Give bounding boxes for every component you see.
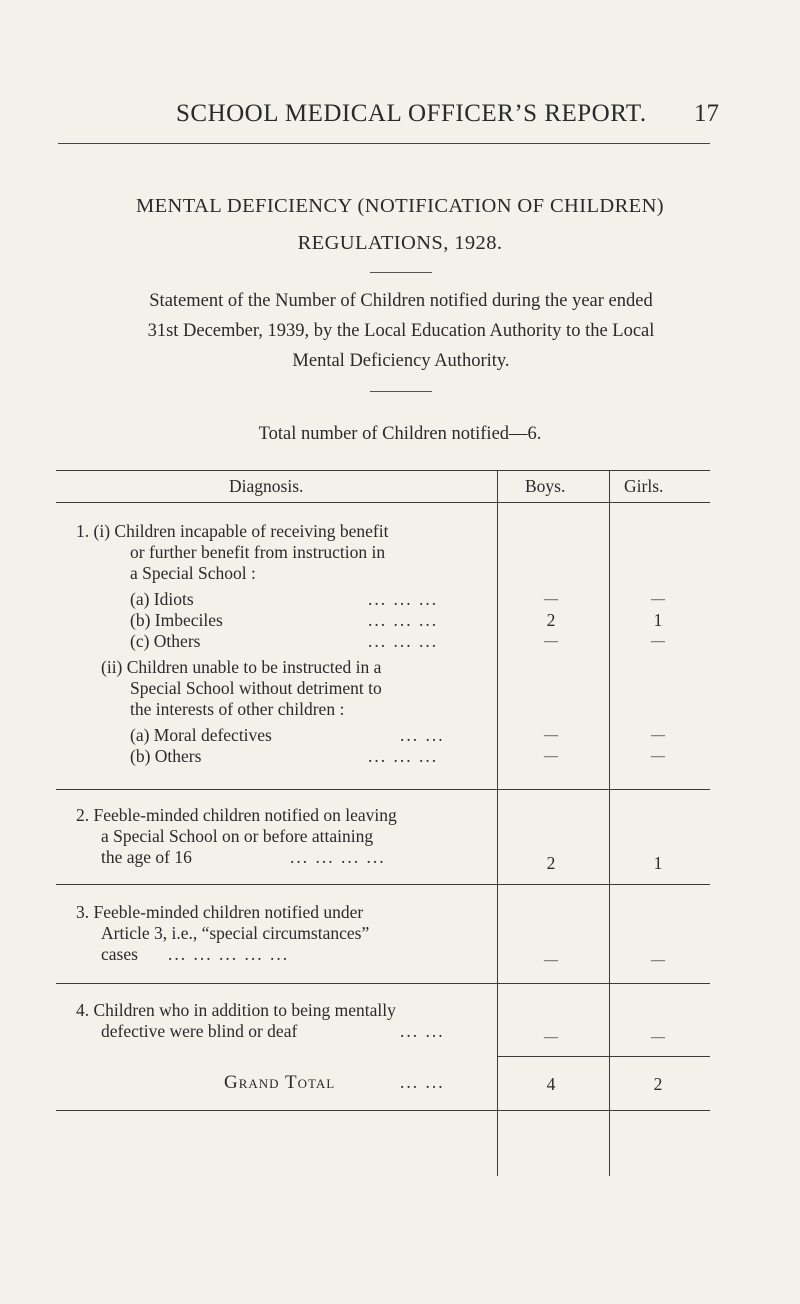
statement-line-3: Mental Deficiency Authority. — [292, 351, 510, 371]
section-3-line: 3. Feeble-minded children notified under — [76, 902, 364, 922]
statement-line-2: 31st December, 1939, by the Local Education Authority to the Local — [147, 321, 655, 341]
column-divider-girls — [609, 470, 610, 1176]
header-boys: Boys. — [525, 476, 566, 496]
page-number: 17 — [694, 100, 719, 127]
row-leader: ... ... — [400, 1072, 445, 1092]
cell-girls-section-2: 1 — [653, 853, 663, 873]
cell-girls-imbeciles: 1 — [653, 610, 663, 630]
running-head — [0, 100, 800, 134]
heading-line-1: MENTAL DEFICIENCY (NOTIFICATION OF CHILDREN) — [135, 195, 665, 217]
section-2-line: a Special School on or before attaining — [101, 826, 374, 846]
section-1-ii-line: (ii) Children unable to be instructed in a — [101, 657, 382, 677]
row-rule — [56, 789, 710, 790]
row-leader: ... ... ... ... — [290, 847, 386, 867]
header-girls: Girls. — [624, 476, 664, 496]
cell-boys-imbeciles: 2 — [546, 610, 556, 630]
section-2-line: 2. Feeble-minded children notified on leaving — [76, 805, 397, 825]
row-leader: ... ... — [400, 1021, 445, 1041]
row-label-imbeciles: (b) Imbeciles — [130, 610, 223, 630]
cell-boys-section-4: — — [544, 1030, 558, 1045]
column-divider-boys — [497, 470, 498, 1176]
row-leader: ... ... ... — [368, 610, 439, 630]
cell-girls-others: — — [651, 634, 665, 649]
row-leader: ... ... ... — [368, 631, 439, 651]
row-label-moral-defectives: (a) Moral defectives — [130, 725, 272, 745]
section-divider — [370, 272, 432, 273]
section-1-line: or further benefit from instruction in — [130, 542, 386, 562]
row-label-others: (c) Others — [130, 631, 201, 651]
row-label-idiots: (a) Idiots — [130, 589, 194, 609]
cell-boys-section-3: — — [544, 953, 558, 968]
section-1-ii-line: Special School without detriment to — [130, 678, 382, 698]
table-bottom-rule — [56, 1110, 710, 1111]
row-rule — [56, 983, 710, 984]
header-diagnosis: Diagnosis. — [229, 476, 304, 496]
row-rule — [56, 884, 710, 885]
cell-boys-moral-defectives: — — [544, 728, 558, 743]
row-leader: ... ... ... ... ... — [168, 944, 290, 964]
section-1-ii-line: the interests of other children : — [130, 699, 345, 719]
cell-girls-grand-total: 2 — [653, 1074, 663, 1094]
cell-girls-idiots: — — [651, 592, 665, 607]
section-4-line: 4. Children who in addition to being mentally — [76, 1000, 396, 1020]
row-leader: ... ... ... — [368, 589, 439, 609]
heading-line-2: REGULATIONS, 1928. — [297, 232, 503, 254]
cell-boys-others-ii: — — [544, 749, 558, 764]
row-rule — [497, 1056, 710, 1057]
grand-total-label: Grand Total — [224, 1072, 336, 1093]
row-label-others-ii: (b) Others — [130, 746, 202, 766]
statement-line-1: Statement of the Number of Children notified during the year ended — [149, 291, 653, 311]
running-head-title: SCHOOL MEDICAL OFFICER’S REPORT. — [176, 100, 647, 127]
cell-boys-grand-total: 4 — [546, 1074, 556, 1094]
section-2-line: the age of 16 — [101, 847, 192, 867]
row-leader: ... ... — [400, 725, 445, 745]
header-rule — [58, 143, 710, 144]
section-divider — [370, 391, 432, 392]
section-1-line: 1. (i) Children incapable of receiving benefit — [76, 521, 389, 541]
cell-boys-others: — — [544, 634, 558, 649]
section-1-line: a Special School : — [130, 563, 256, 583]
total-notified: Total number of Children notified—6. — [258, 424, 542, 444]
cell-girls-section-4: — — [651, 1030, 665, 1045]
cell-boys-section-2: 2 — [546, 853, 556, 873]
cell-girls-moral-defectives: — — [651, 728, 665, 743]
row-leader: ... ... ... — [368, 746, 439, 766]
section-3-line: Article 3, i.e., “special circumstances” — [101, 923, 370, 943]
statement — [70, 286, 732, 376]
cell-boys-idiots: — — [544, 592, 558, 607]
table-top-rule — [56, 470, 710, 471]
cell-girls-section-3: — — [651, 953, 665, 968]
cell-girls-others-ii: — — [651, 749, 665, 764]
section-4-line: defective were blind or deaf — [101, 1021, 298, 1041]
table-header-rule — [56, 502, 710, 503]
section-3-line: cases — [101, 944, 138, 964]
